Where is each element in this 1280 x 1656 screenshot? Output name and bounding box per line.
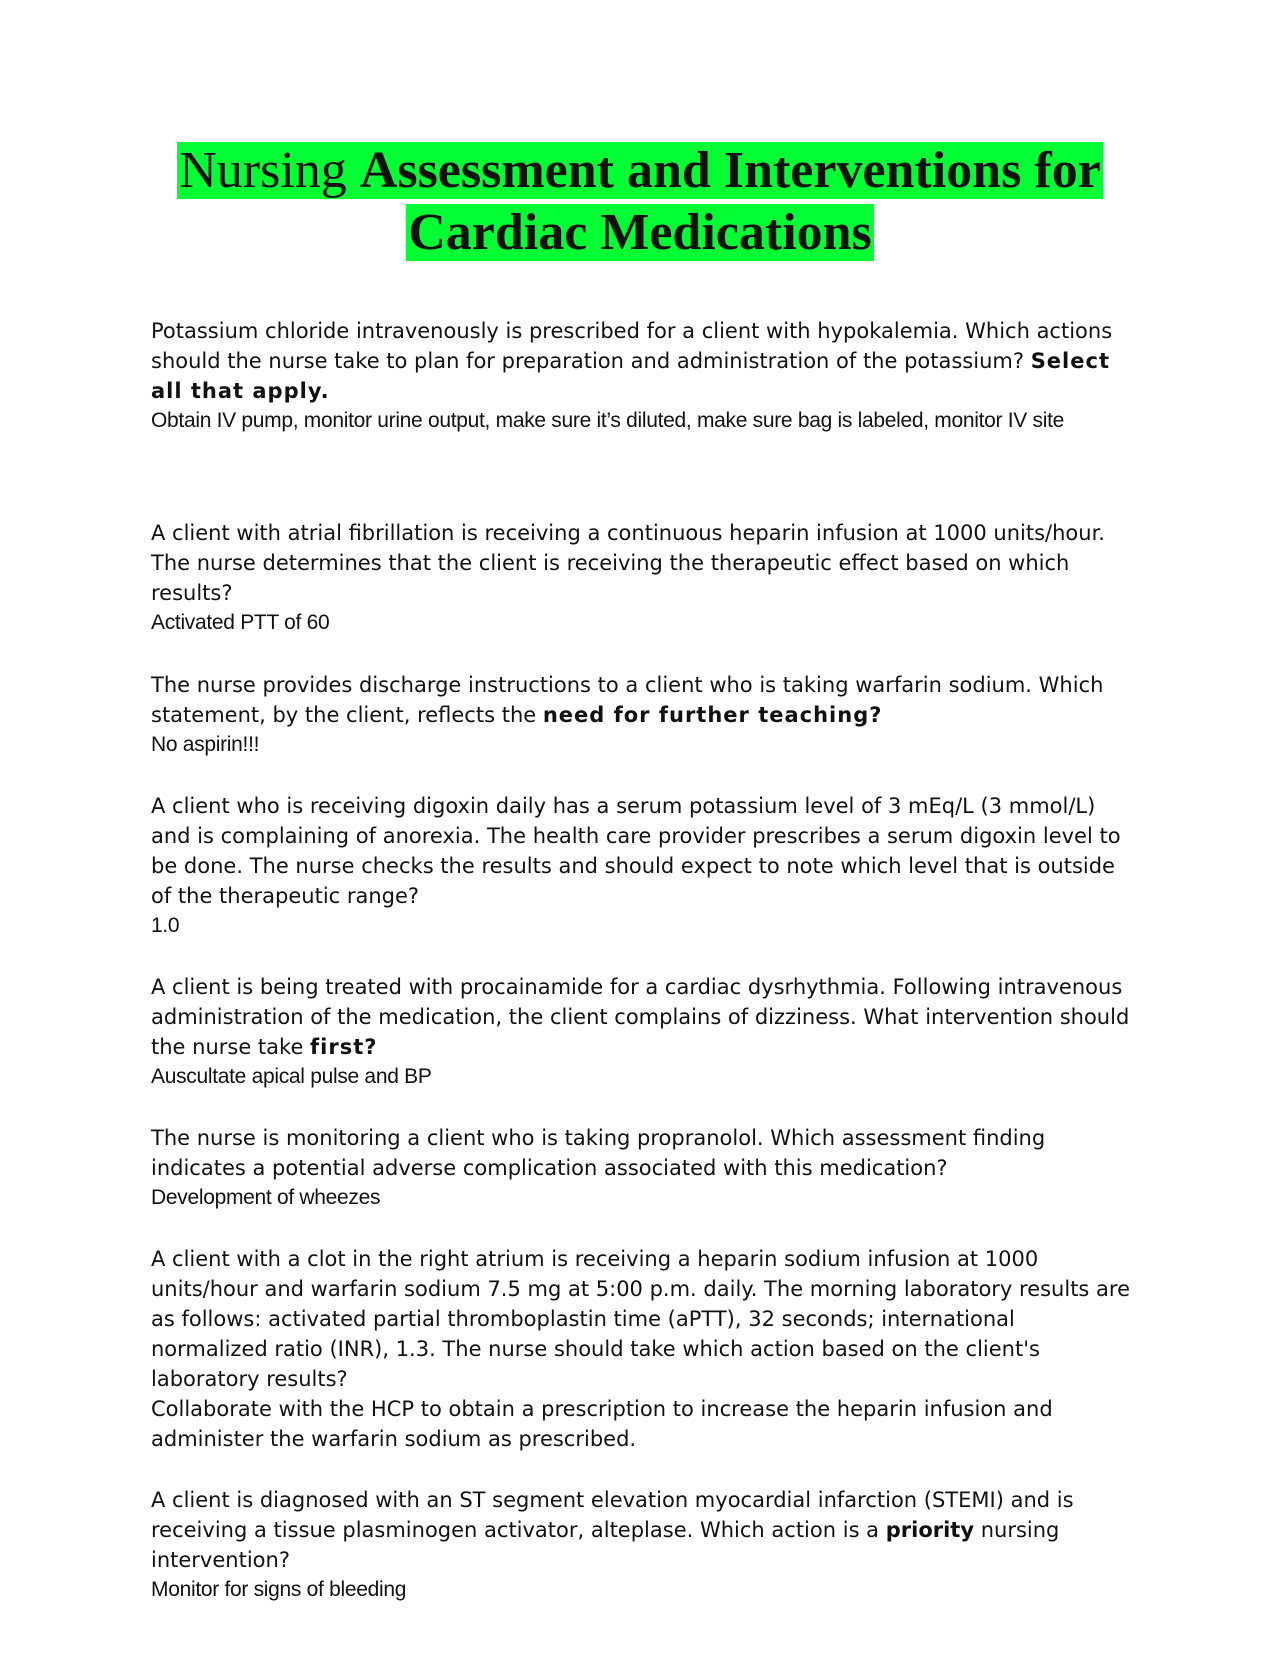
qa-item-3 <box>151 670 1131 760</box>
title-lead: Nursing <box>179 142 360 199</box>
title-line-1: Assessment and Interventions for <box>359 142 1101 199</box>
question-text: A client with a clot in the right atrium is receiving a heparin sodium infusion at 1000 units/hour and warfarin sodium 7.5 mg at 5:00 p.m. daily. The morning laboratory results are as follows: activated partial thromboplastin time (aPTT), 32 seconds; international normalized ratio (INR), 1.3. The nurse should take which action based on the client's laboratory results? <box>151 1247 1131 1391</box>
qa-item-8 <box>151 1485 1131 1605</box>
question-body: A client is diagnosed with an ST segment elevation myocardial infarction (STEMI) and is receiving a tissue plasminogen activator, alteplase. Which action is a <box>151 1488 1074 1542</box>
answer-text: Activated PTT of 60 <box>151 611 330 634</box>
question-text <box>151 1485 1131 1575</box>
question-emphasis: need for further teaching? <box>542 703 883 727</box>
qa-item-2 <box>151 518 1131 638</box>
qa-item-1 <box>151 316 1131 436</box>
answer-text: 1.0 <box>151 914 180 937</box>
answer-text: Obtain IV pump, monitor urine output, make sure it’s diluted, make sure bag is labeled, monitor IV site <box>151 409 1065 432</box>
answer-text: Development of wheezes <box>151 1186 381 1209</box>
question-text <box>151 670 1131 730</box>
question-body: Potassium chloride intravenously is prescribed for a client with hypokalemia. Which actions should the nurse take to plan for preparation and administration of the potassium? <box>151 319 1113 373</box>
title-highlight-line-1 <box>177 142 1103 199</box>
answer-text: No aspirin!!! <box>151 733 260 756</box>
answer-text: Auscultate apical pulse and BP <box>151 1065 432 1088</box>
qa-item-5 <box>151 972 1131 1092</box>
qa-item-4 <box>151 791 1131 941</box>
question-text <box>151 972 1131 1062</box>
title-line-2: Cardiac Medications <box>408 204 872 261</box>
question-emphasis: priority <box>885 1518 975 1542</box>
question-body: A client is being treated with procainamide for a cardiac dysrhythmia. Following intravenous administration of the medication, the client complains of dizziness. What intervention should the nurse take <box>151 975 1130 1059</box>
question-tail: nursing intervention? <box>151 1518 1060 1572</box>
question-emphasis: first? <box>310 1035 378 1059</box>
question-text <box>151 316 1131 406</box>
qa-item-7 <box>151 1244 1131 1454</box>
document-title <box>150 140 1130 264</box>
question-emphasis: Select all that apply. <box>151 349 1110 403</box>
answer-text: Monitor for signs of bleeding <box>151 1578 407 1601</box>
answer-text: Collaborate with the HCP to obtain a prescription to increase the heparin infusion and administer the warfarin sodium as prescribed. <box>151 1397 1053 1451</box>
question-text: A client with atrial fibrillation is receiving a continuous heparin infusion at 1000 units/hour. The nurse determines that the client is receiving the therapeutic effect based on which results? <box>151 521 1105 605</box>
qa-item-6 <box>151 1123 1131 1213</box>
question-text: The nurse is monitoring a client who is taking propranolol. Which assessment finding indicates a potential adverse complication associated with this medication? <box>151 1126 1046 1180</box>
question-body: The nurse provides discharge instructions to a client who is taking warfarin sodium. Which statement, by the client, reflects the <box>151 673 1104 727</box>
question-text: A client who is receiving digoxin daily has a serum potassium level of 3 mEq/L (3 mmol/L) and is complaining of anorexia. The health care provider prescribes a serum digoxin level to be done. The nurse checks the results and should expect to note which level that is outside of the therapeutic range? <box>151 794 1121 908</box>
